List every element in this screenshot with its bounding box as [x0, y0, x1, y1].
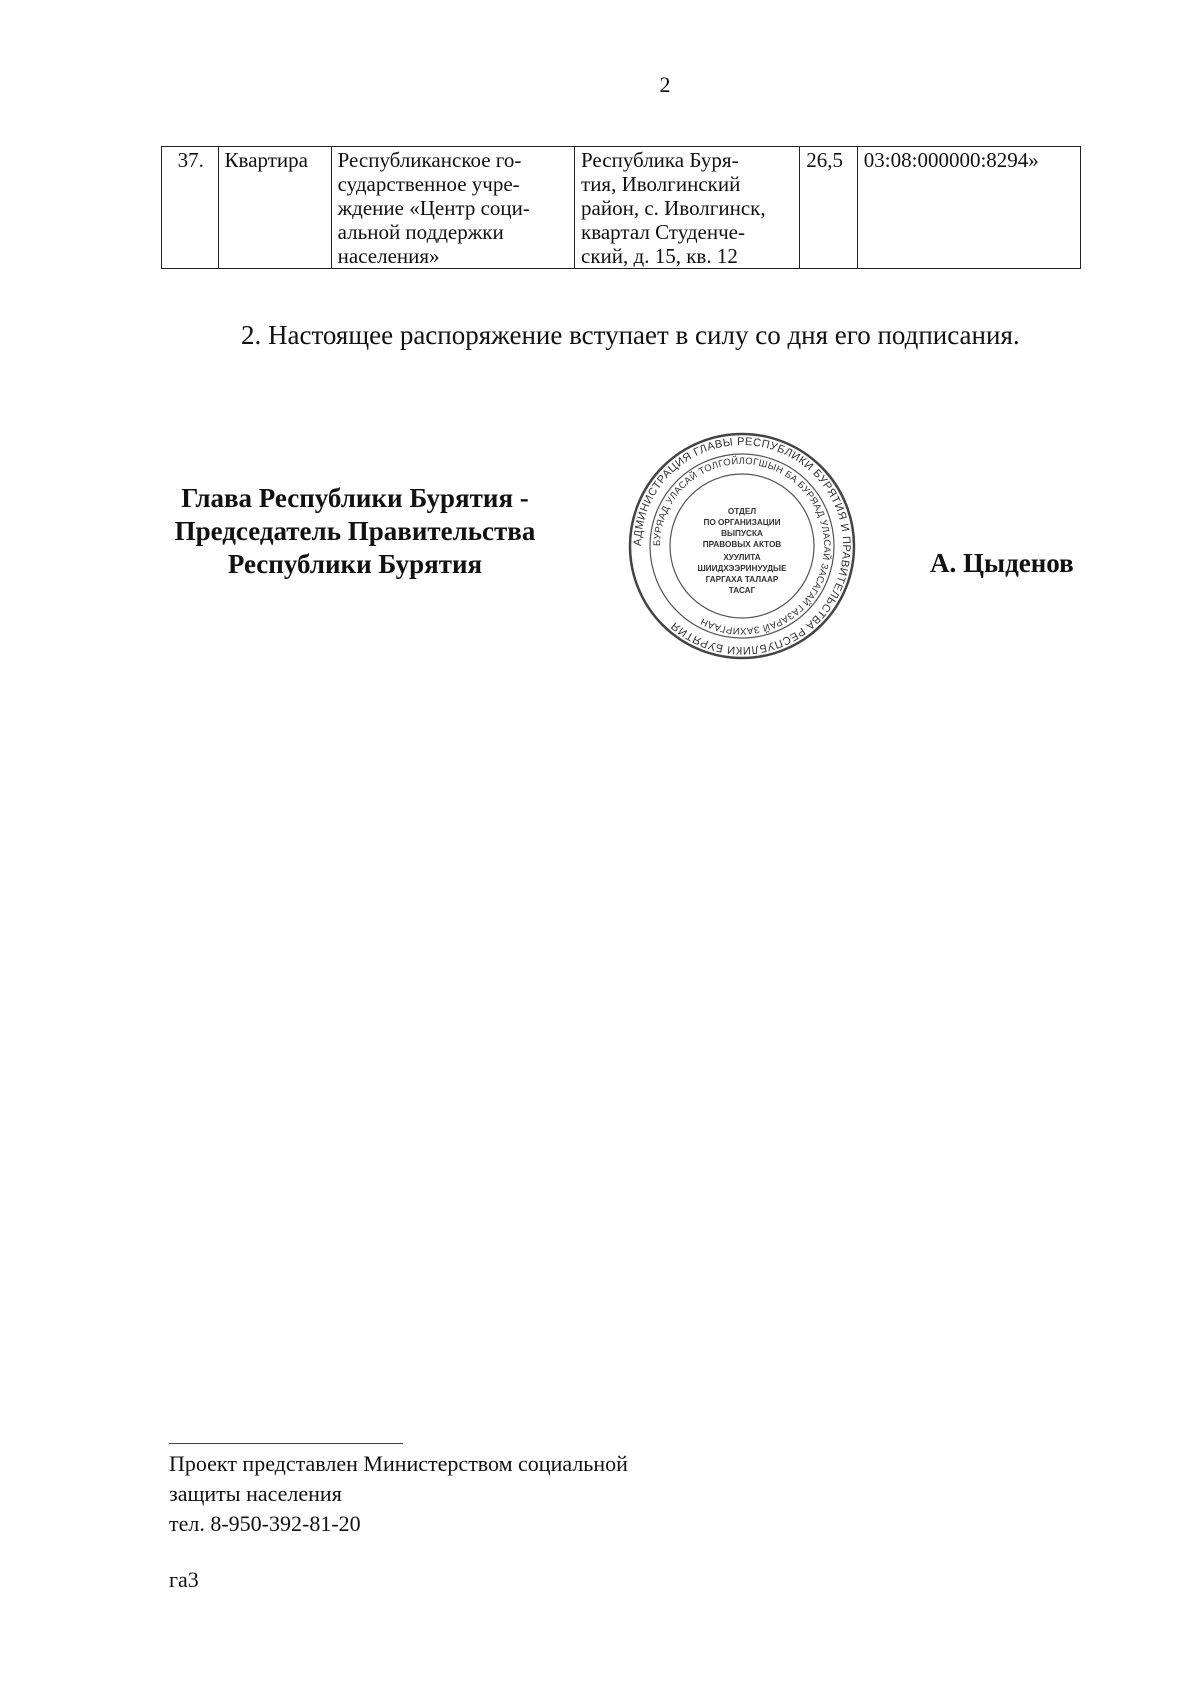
signatory-title-line: Республики Бурятия [227, 549, 483, 579]
seal-center-line: ВЫПУСКА [721, 529, 763, 538]
owner-line: сударственное учре- [337, 172, 520, 196]
seal-center-line: ОТДЕЛ [727, 507, 757, 516]
page-number: 2 [659, 72, 671, 97]
area-cell: 26,5 [800, 147, 858, 269]
signatory-title-line: Председатель Правительства [174, 516, 536, 546]
footnote-divider [169, 1443, 403, 1444]
footnote [169, 1449, 628, 1539]
address-line: квартал Студенче- [581, 220, 745, 244]
property-type: Квартира [218, 147, 331, 269]
seal-center-line: ПРАВОВЫХ АКТОВ [702, 540, 782, 549]
footnote-line: тел. 8-950-392-81-20 [169, 1511, 361, 1536]
address-cell [575, 147, 800, 269]
signatory-title [140, 482, 570, 581]
address-line: ский, д. 15, кв. 12 [581, 244, 738, 268]
owner-line: Республиканское го- [337, 148, 522, 172]
official-seal [626, 430, 858, 662]
footnote-line: Проект представлен Министерством социальной [169, 1451, 628, 1476]
signatory-name: А. Цыденов [930, 548, 1074, 578]
signatory-title-line: Глава Республики Бурятия - [181, 483, 529, 513]
executor-code: га3 [169, 1567, 199, 1592]
owner-line: альной поддержки [337, 220, 504, 244]
seal-inner-text: БУРЯАД УЛАСАЙ ТОЛГОЙЛОГШЫН БА БУРЯАД УЛАСАЙ ЗАСАГАЙ ГАЗАРАЙ ЗАХИРГААН [651, 455, 833, 637]
cadastral-number-cell: 03:08:000000:8294» [857, 147, 1080, 269]
owner-line: населения» [337, 244, 440, 268]
address-line: район, с. Иволгинск, [581, 196, 766, 220]
seal-center-line: ПО ОРГАНИЗАЦИИ [703, 518, 781, 527]
address-line: тия, Иволгинский [581, 172, 741, 196]
seal-center-line: ШИИДХЭЭРИНУУДЫЕ [697, 564, 787, 573]
table-row [162, 147, 1081, 269]
owner-line: ждение «Центр соци- [337, 196, 530, 220]
seal-center-line: ГАРГАХА ТАЛААР [705, 575, 779, 584]
owner-cell [331, 147, 574, 269]
seal-outer-text: АДМИНИСТРАЦИЯ ГЛАВЫ РЕСПУБЛИКИ БУРЯТИЯ И ПРАВИТЕЛЬСТВА РЕСПУБЛИКИ БУРЯТИЯ [631, 435, 853, 657]
seal-center-line: ХУУЛИТА [723, 553, 761, 562]
seal-center-text [697, 507, 787, 595]
row-number: 37. [162, 147, 219, 269]
seal-center-line: ТАСАГ [728, 586, 756, 595]
address-line: Республика Буря- [581, 148, 739, 172]
footnote-line: защиты населения [169, 1481, 342, 1506]
clause-2: 2. Настоящее распоряжение вступает в силу со дня его подписания. [241, 320, 1020, 350]
property-table [161, 146, 1081, 269]
